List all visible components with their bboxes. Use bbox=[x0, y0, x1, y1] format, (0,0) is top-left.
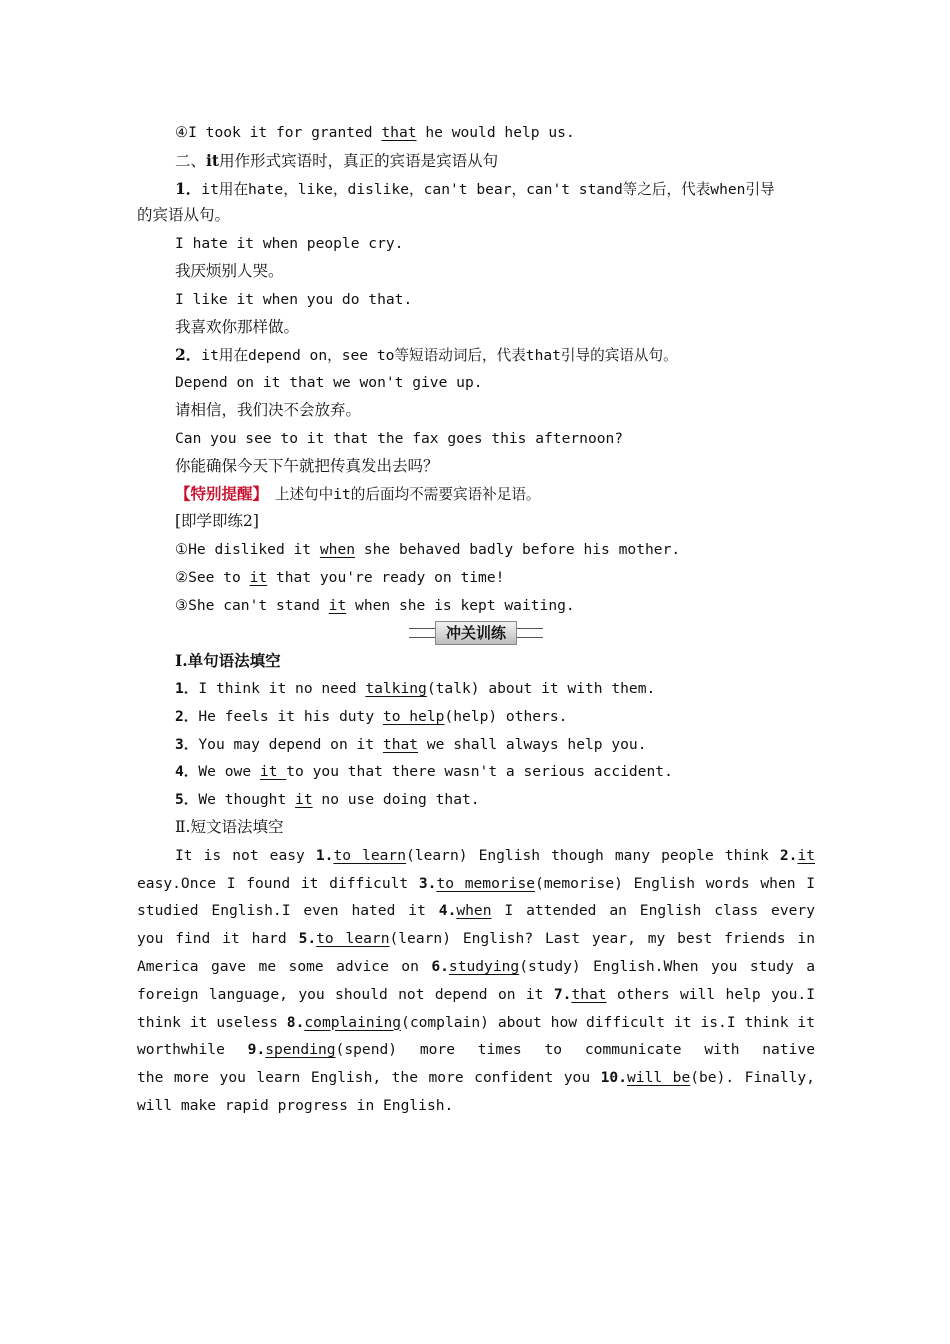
passage-line: think it useless 8.complaining(complain) about how difficult it is.I think it bbox=[137, 1013, 815, 1031]
answer-blank: complaining bbox=[304, 1013, 402, 1031]
part1-item: 5．We thought it no use doing that. bbox=[175, 791, 480, 809]
answer-blank: it bbox=[295, 791, 313, 809]
answer-blank: to memorise bbox=[436, 874, 536, 892]
answer-blank: it bbox=[328, 596, 347, 614]
passage-line: worthwhile 9.spending(spend) more times to communicate with native bbox=[137, 1041, 815, 1059]
point-1-line-1: 1．it用在hate，like，dislike，can't bear，can't stand等之后，代表when引导 bbox=[175, 178, 775, 198]
part1-item: 2．He feels it his duty to help(help) others. bbox=[175, 707, 568, 725]
practice2-item: ③She can't stand it when she is kept waiting. bbox=[175, 596, 575, 614]
part1-title: Ⅰ.单句语法填空 bbox=[175, 651, 281, 671]
banner-title: 冲关训练 bbox=[435, 621, 517, 645]
passage-line: the more you learn English, the more confident you 10.will be(be). Finally, bbox=[137, 1069, 815, 1087]
part1-item: 1．I think it no need talking(talk) about it with them. bbox=[175, 679, 656, 697]
practice2-title: [即学即练2] bbox=[175, 512, 259, 531]
document-body bbox=[137, 119, 815, 1120]
example-sentence: I hate it when people cry. bbox=[175, 235, 404, 253]
passage-line: easy.Once I found it difficult 3.to memorise(memorise) English words when I bbox=[137, 874, 815, 892]
passage-line: studied English.I even hated it 4.when I attended an English class every bbox=[137, 902, 815, 920]
part1-item: 3．You may depend on it that we shall always help you. bbox=[175, 735, 647, 753]
section-heading-2: 二、it用作形式宾语时，真正的宾语是宾语从句 bbox=[175, 150, 499, 170]
part2-title: Ⅱ.短文语法填空 bbox=[175, 817, 284, 836]
example-sentence: Depend on it that we won't give up. bbox=[175, 374, 483, 392]
example-sentence: I like it when you do that. bbox=[175, 290, 413, 308]
passage-line: you find it hard 5.to learn(learn) English? Last year, my best friends in bbox=[137, 930, 815, 948]
example-translation: 我厌烦别人哭。 bbox=[175, 261, 284, 280]
passage-line: foreign language, you should not depend on it 7.that others will help you.I bbox=[137, 985, 815, 1003]
answer-blank: it bbox=[249, 568, 268, 586]
special-note: 【特别提醒】 上述句中it的后面均不需要宾语补足语。 bbox=[175, 484, 541, 504]
practice2-item: ②See to it that you're ready on time! bbox=[175, 568, 505, 586]
answer-blank: when bbox=[319, 540, 356, 558]
example-translation: 你能确保今天下午就把传真发出去吗？ bbox=[175, 456, 439, 475]
answer-blank: will be bbox=[627, 1069, 691, 1087]
passage-line: will make rapid progress in English. bbox=[137, 1096, 454, 1114]
practice2-item: ①He disliked it when she behaved badly before his mother. bbox=[175, 540, 681, 558]
example-translation: 请相信，我们决不会放弃。 bbox=[175, 400, 362, 419]
passage-line: America gave me some advice on 6.studying(study) English.When you study a bbox=[137, 957, 815, 975]
answer-blank: when bbox=[456, 902, 492, 920]
answer-blank: to learn bbox=[333, 846, 407, 864]
point-1-line-2: 的宾语从句。 bbox=[137, 206, 231, 225]
practice1-item-4: ④I took it for granted that he would help us. bbox=[175, 124, 575, 141]
special-note-label: 【特别提醒】 bbox=[175, 484, 261, 504]
answer-blank: to help bbox=[382, 707, 445, 725]
example-sentence: Can you see to it that the fax goes this afternoon? bbox=[175, 429, 624, 447]
answer-blank: it bbox=[259, 763, 287, 781]
answer-blank: studying bbox=[448, 957, 520, 975]
point-2-line-1: 2．it用在depend on，see to等短语动词后，代表that引导的宾语从句。 bbox=[175, 345, 678, 365]
answer-blank: it bbox=[797, 846, 815, 864]
answer-blank: spending bbox=[265, 1041, 336, 1059]
example-translation: 我喜欢你那样做。 bbox=[175, 317, 300, 336]
passage-line: It is not easy 1.to learn(learn) English though many people think 2.it bbox=[175, 846, 815, 864]
banner-left-rule bbox=[409, 628, 435, 638]
banner-right-rule bbox=[517, 628, 543, 638]
part1-item: 4．We owe it to you that there wasn't a serious accident. bbox=[175, 763, 673, 781]
answer-blank: to learn bbox=[316, 930, 390, 948]
section-banner bbox=[137, 619, 815, 647]
answer-blank: that bbox=[571, 985, 607, 1003]
answer-blank: talking bbox=[365, 679, 427, 697]
answer-blank: that bbox=[381, 124, 417, 141]
answer-blank: that bbox=[382, 735, 419, 753]
